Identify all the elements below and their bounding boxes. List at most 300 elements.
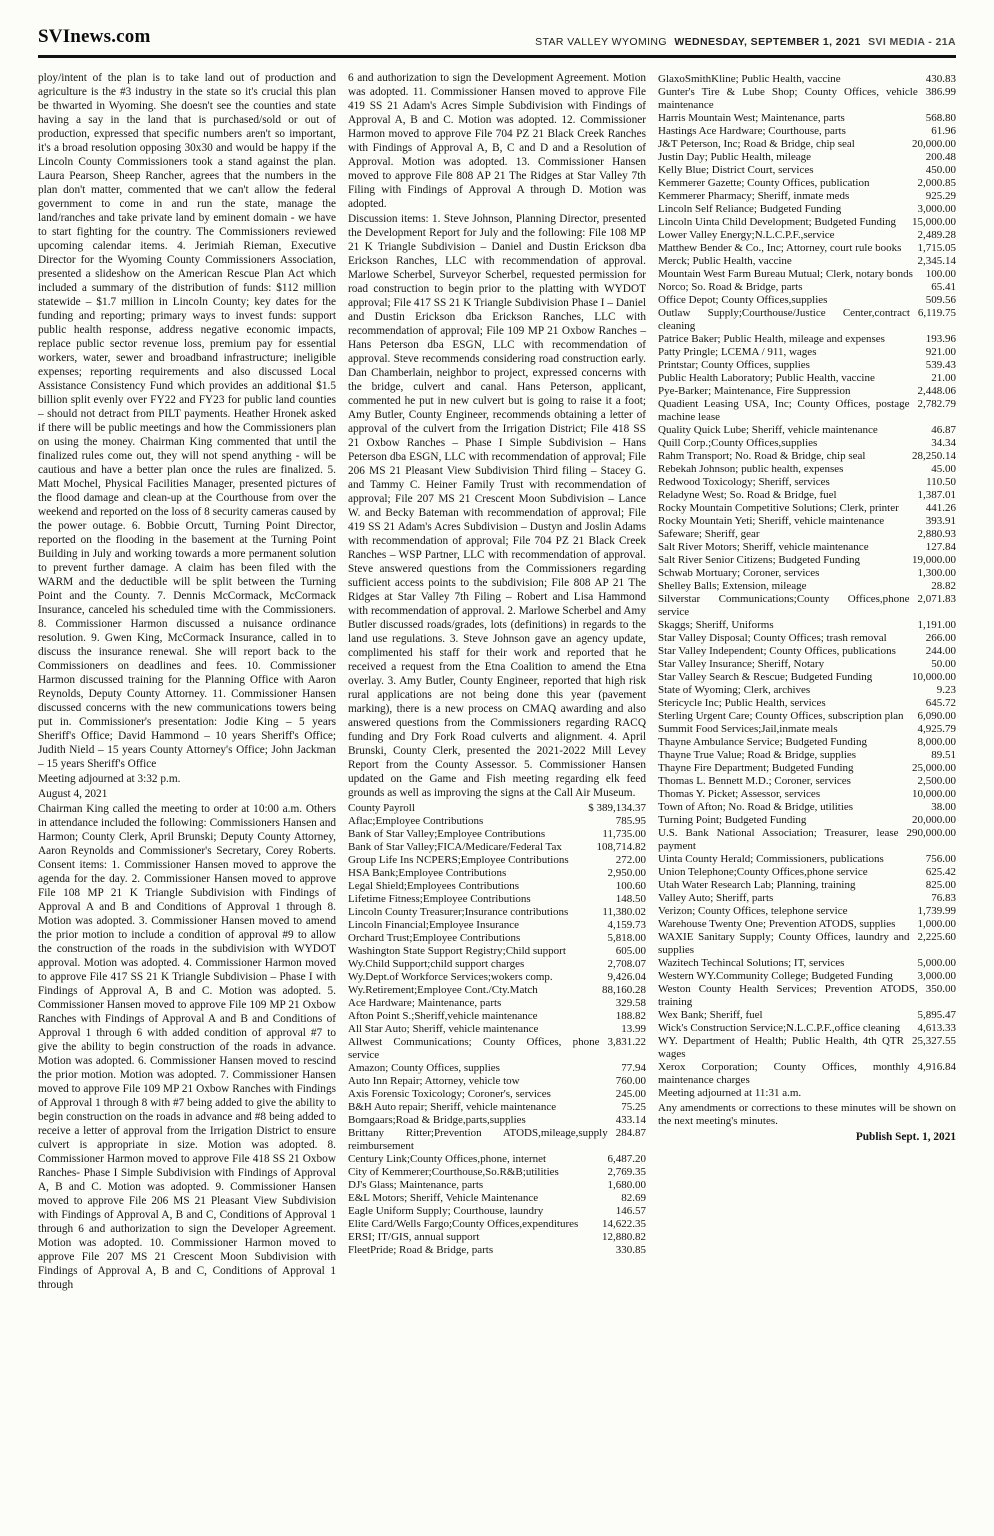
expenditure-row bbox=[658, 619, 956, 632]
expenditure-amount: 244.00 bbox=[925, 645, 956, 657]
expenditure-row bbox=[658, 736, 956, 749]
expenditure-amount: 925.29 bbox=[925, 190, 956, 202]
expenditure-amount: 433.14 bbox=[615, 1114, 646, 1126]
expenditure-amount: 8,000.00 bbox=[917, 736, 956, 748]
expenditure-description: Elite Card/Wells Fargo;County Offices,expenditures bbox=[348, 1218, 579, 1230]
adjourned-line: Meeting adjourned at 11:31 a.m. bbox=[658, 1087, 802, 1099]
expenditure-amount: 65.41 bbox=[931, 281, 956, 293]
expenditure-amount: 13.99 bbox=[621, 1023, 646, 1035]
expenditure-row bbox=[658, 866, 956, 879]
expenditure-description: Thomas Y. Picket; Assessor, services bbox=[658, 788, 821, 800]
expenditure-amount: 34.34 bbox=[931, 437, 956, 449]
expenditure-amount: 20,000.00 bbox=[912, 138, 956, 150]
expenditure-amount: 89.51 bbox=[931, 749, 956, 761]
expenditure-description: Reladyne West; So. Road & Bridge, fuel bbox=[658, 489, 837, 501]
expenditure-description: Thomas L. Bennett M.D.; Coroner, services bbox=[658, 775, 851, 787]
expenditure-description: J&T Peterson, Inc; Road & Bridge, chip seal bbox=[658, 138, 855, 150]
expenditure-description: Star Valley Insurance; Sheriff, Notary bbox=[658, 658, 825, 670]
expenditure-description: Kemmerer Gazette; County Offices, publication bbox=[658, 177, 870, 189]
expenditure-description: Lincoln Uinta Child Development; Budgeted Funding bbox=[658, 216, 896, 228]
expenditure-description: Eagle Uniform Supply; Courthouse, laundry bbox=[348, 1205, 544, 1217]
expenditure-description: Washington State Support Registry;Child support bbox=[348, 945, 566, 957]
expenditure-description: Patrice Baker; Public Health, mileage and expenses bbox=[658, 333, 885, 345]
expenditure-description: Lifetime Fitness;Employee Contributions bbox=[348, 893, 531, 905]
expenditure-row bbox=[348, 854, 646, 867]
expenditure-row bbox=[348, 815, 646, 828]
expenditure-row bbox=[658, 190, 956, 203]
expenditure-amount: 266.00 bbox=[925, 632, 956, 644]
expenditure-row bbox=[658, 541, 956, 554]
expenditure-row bbox=[348, 1127, 646, 1153]
expenditure-row bbox=[658, 437, 956, 450]
expenditure-description: Wex Bank; Sheriff, fuel bbox=[658, 1009, 763, 1021]
expenditure-description: Harris Mountain West; Maintenance, parts bbox=[658, 112, 845, 124]
expenditure-amount: 25,000.00 bbox=[912, 762, 956, 774]
expenditure-row bbox=[658, 502, 956, 515]
expenditure-row bbox=[658, 86, 956, 112]
expenditure-amount: 6,090.00 bbox=[917, 710, 956, 722]
expenditure-description: Bank of Star Valley;Employee Contributions bbox=[348, 828, 546, 840]
expenditure-row bbox=[658, 242, 956, 255]
expenditure-row bbox=[658, 1061, 956, 1087]
expenditure-amount: 1,300.00 bbox=[917, 567, 956, 579]
expenditure-description: Quality Quick Lube; Sheriff, vehicle maintenance bbox=[658, 424, 878, 436]
expenditure-amount: 9,426.04 bbox=[607, 971, 646, 983]
expenditure-description: Office Depot; County Offices,supplies bbox=[658, 294, 828, 306]
expenditure-row bbox=[348, 867, 646, 880]
expenditure-amount: 10,000.00 bbox=[912, 671, 956, 683]
expenditure-amount: 539.43 bbox=[925, 359, 956, 371]
expenditure-description: Pye-Barker; Maintenance, Fire Suppression bbox=[658, 385, 851, 397]
expenditure-description: Mountain West Farm Bureau Mutual; Clerk, notary bonds bbox=[658, 268, 913, 280]
expenditure-description: Ace Hardware; Maintenance, parts bbox=[348, 997, 502, 1009]
expenditure-row bbox=[658, 554, 956, 567]
expenditure-amount: 2,500.00 bbox=[917, 775, 956, 787]
expenditure-amount: 5,895.47 bbox=[917, 1009, 956, 1021]
expenditure-description: Axis Forensic Toxicology; Coroner's, services bbox=[348, 1088, 551, 1100]
expenditure-amount: 1,387.01 bbox=[917, 489, 956, 501]
expenditure-row bbox=[658, 671, 956, 684]
expenditure-row bbox=[348, 1062, 646, 1075]
expenditure-row bbox=[658, 515, 956, 528]
expenditure-description: Auto Inn Repair; Attorney, vehicle tow bbox=[348, 1075, 520, 1087]
expenditure-amount: 2,880.93 bbox=[917, 528, 956, 540]
expenditure-description: Patty Pringle; LCEMA / 911, wages bbox=[658, 346, 817, 358]
expenditure-description: Uinta County Herald; Commissioners, publications bbox=[658, 853, 884, 865]
expenditure-description: Utah Water Research Lab; Planning, training bbox=[658, 879, 856, 891]
expenditure-description: Stericycle Inc; Public Health, services bbox=[658, 697, 826, 709]
expenditure-amount: 625.42 bbox=[925, 866, 956, 878]
expenditure-row bbox=[658, 346, 956, 359]
expenditure-description: Justin Day; Public Health, mileage bbox=[658, 151, 812, 163]
expenditure-description: Schwab Mortuary; Coroner, services bbox=[658, 567, 820, 579]
expenditure-row bbox=[658, 580, 956, 593]
expenditure-description: Brittany Ritter;Prevention ATODS,mileage,supply reimbursement bbox=[348, 1127, 608, 1152]
expenditure-row bbox=[348, 1218, 646, 1231]
expenditure-amount: 4,925.79 bbox=[917, 723, 956, 735]
expenditure-description: Legal Shield;Employees Contributions bbox=[348, 880, 520, 892]
expenditure-row bbox=[658, 801, 956, 814]
expenditure-amount: 2,225.60 bbox=[917, 931, 956, 943]
expenditure-amount: 645.72 bbox=[925, 697, 956, 709]
expenditure-amount: 605.00 bbox=[615, 945, 646, 957]
expenditure-row bbox=[658, 398, 956, 424]
masthead: SVInews.com bbox=[38, 26, 151, 47]
expenditure-row bbox=[658, 983, 956, 1009]
expenditure-description: Wy.Child Support;child support charges bbox=[348, 958, 525, 970]
expenditure-row bbox=[658, 645, 956, 658]
expenditure-amount: 76.83 bbox=[931, 892, 956, 904]
expenditure-row bbox=[658, 359, 956, 372]
expenditure-amount: 14,622.35 bbox=[602, 1218, 646, 1230]
expenditure-description: Kemmerer Pharmacy; Sheriff, inmate meds bbox=[658, 190, 850, 202]
expenditure-amount: 19,000.00 bbox=[912, 554, 956, 566]
expenditure-amount: 825.00 bbox=[925, 879, 956, 891]
expenditure-row bbox=[658, 905, 956, 918]
expenditure-description: Xerox Corporation; County Offices, monthly maintenance charges bbox=[658, 1061, 910, 1086]
expenditure-row bbox=[658, 918, 956, 931]
expenditure-description: HSA Bank;Employee Contributions bbox=[348, 867, 507, 879]
expenditure-amount: 108,714.82 bbox=[596, 841, 646, 853]
expenditure-amount: 2,000.85 bbox=[917, 177, 956, 189]
expenditure-row bbox=[658, 684, 956, 697]
expenditure-row bbox=[658, 489, 956, 502]
expenditure-amount: 11,380.02 bbox=[602, 906, 646, 918]
expenditure-amount: 88,160.28 bbox=[602, 984, 646, 996]
expenditure-description: E&L Motors; Sheriff, Vehicle Maintenance bbox=[348, 1192, 539, 1204]
expenditure-amount: 75.25 bbox=[621, 1101, 646, 1113]
header-dateline bbox=[535, 36, 956, 48]
expenditure-description: Aflac;Employee Contributions bbox=[348, 815, 484, 827]
expenditure-amount: 100.00 bbox=[925, 268, 956, 280]
expenditure-amount: 1,680.00 bbox=[607, 1179, 646, 1191]
expenditure-row bbox=[348, 1192, 646, 1205]
expenditure-amount: 568.80 bbox=[925, 112, 956, 124]
column-2 bbox=[348, 71, 646, 1293]
expenditure-amount: 272.00 bbox=[615, 854, 646, 866]
expenditure-description: ERSI; IT/GIS, annual support bbox=[348, 1231, 480, 1243]
expenditure-amount: 2,950.00 bbox=[607, 867, 646, 879]
expenditure-amount: 350.00 bbox=[925, 983, 956, 995]
header-location: STAR VALLEY WYOMING bbox=[535, 36, 667, 48]
expenditure-amount: 393.91 bbox=[925, 515, 956, 527]
expenditure-amount: 25,327.55 bbox=[912, 1035, 956, 1047]
expenditure-amount: 4,916.84 bbox=[917, 1061, 956, 1073]
expenditure-row bbox=[348, 1166, 646, 1179]
expenditure-amount: 2,448.06 bbox=[917, 385, 956, 397]
expenditure-description: Wy.Retirement;Employee Cont./Cty.Match bbox=[348, 984, 538, 996]
expenditure-description: Quadient Leasing USA, Inc; County Offices, postage machine lease bbox=[658, 398, 910, 423]
expenditure-row bbox=[348, 880, 646, 893]
expenditure-description: Warehouse Twenty One; Prevention ATODS, supplies bbox=[658, 918, 896, 930]
expenditure-description: Safeware; Sheriff, gear bbox=[658, 528, 760, 540]
expenditure-amount: 127.84 bbox=[925, 541, 956, 553]
expenditure-description: WY. Department of Health; Public Health, 4th QTR wages bbox=[658, 1035, 904, 1060]
expenditure-amount: 785.95 bbox=[615, 815, 646, 827]
expenditure-amount: 193.96 bbox=[925, 333, 956, 345]
expenditure-description: Wy.Dept.of Workforce Services;wokers comp. bbox=[348, 971, 553, 983]
expenditure-description: DJ's Glass; Maintenance, parts bbox=[348, 1179, 484, 1191]
expenditure-row bbox=[658, 138, 956, 151]
expenditure-description: Lincoln Financial;Employee Insurance bbox=[348, 919, 520, 931]
expenditure-row bbox=[348, 1244, 646, 1257]
expenditure-row bbox=[658, 970, 956, 983]
expenditure-amount: 77.94 bbox=[621, 1062, 646, 1074]
expenditure-row bbox=[658, 723, 956, 736]
expenditure-row bbox=[658, 450, 956, 463]
expenditure-amount: 148.50 bbox=[615, 893, 646, 905]
expenditure-amount: 760.00 bbox=[615, 1075, 646, 1087]
expenditure-row bbox=[348, 1231, 646, 1244]
meeting-adjourned-line: Meeting adjourned at 3:32 p.m. bbox=[38, 773, 181, 785]
expenditure-row bbox=[348, 997, 646, 1010]
expenditure-description: Outlaw Supply;Courthouse/Justice Center,contract cleaning bbox=[658, 307, 910, 332]
expenditure-amount: 2,345.14 bbox=[917, 255, 956, 267]
expenditure-amount: 28.82 bbox=[931, 580, 956, 592]
amendments-note: Any amendments or corrections to these minutes will be shown on the next meeting's minutes. bbox=[658, 1101, 956, 1127]
expenditure-row bbox=[658, 385, 956, 398]
expenditure-row bbox=[658, 372, 956, 385]
expenditure-amount: 441.26 bbox=[925, 502, 956, 514]
expenditure-description: Public Health Laboratory; Public Health, vaccine bbox=[658, 372, 875, 384]
expenditure-description: Weston County Health Services; Prevention ATODS, training bbox=[658, 983, 918, 1008]
expenditure-amount: 3,000.00 bbox=[917, 970, 956, 982]
expenditure-amount: 110.50 bbox=[926, 476, 956, 488]
expenditure-amount: 20,000.00 bbox=[912, 814, 956, 826]
expenditure-description: Town of Afton; No. Road & Bridge, utilities bbox=[658, 801, 854, 813]
expenditure-row bbox=[348, 828, 646, 841]
expenditure-row bbox=[658, 567, 956, 580]
expenditure-description: County Payroll bbox=[348, 802, 415, 814]
expenditure-amount: 1,000.00 bbox=[917, 918, 956, 930]
expenditure-row bbox=[658, 593, 956, 619]
header-edition: SVI MEDIA - 21A bbox=[868, 36, 956, 48]
expenditure-amount: 6,487.20 bbox=[607, 1153, 646, 1165]
expenditure-description: Wazitech Techincal Solutions; IT, services bbox=[658, 957, 845, 969]
expenditure-description: Lincoln Self Reliance; Budgeted Funding bbox=[658, 203, 842, 215]
expenditure-description: Rocky Mountain Yeti; Sheriff, vehicle maintenance bbox=[658, 515, 885, 527]
expenditure-description: GlaxoSmithKline; Public Health, vaccine bbox=[658, 73, 841, 85]
expenditure-row bbox=[658, 151, 956, 164]
expenditure-row bbox=[658, 892, 956, 905]
expenditure-row bbox=[658, 125, 956, 138]
expenditure-description: Merck; Public Health, vaccine bbox=[658, 255, 792, 267]
expenditure-description: Gunter's Tire & Lube Shop; County Offices, vehicle maintenance bbox=[658, 86, 918, 111]
expenditure-amount: 10,000.00 bbox=[912, 788, 956, 800]
expenditure-description: Lincoln County Treasurer;Insurance contributions bbox=[348, 906, 569, 918]
expenditure-amount: 2,708.07 bbox=[607, 958, 646, 970]
expenditure-amount: 756.00 bbox=[925, 853, 956, 865]
expenditure-amount: 330.85 bbox=[615, 1244, 646, 1256]
expenditure-description: Skaggs; Sheriff, Uniforms bbox=[658, 619, 774, 631]
minutes-paragraph: 6 and authorization to sign the Development Agreement. Motion was adopted. 11. Commissioner Hansen moved to approve File 419 SS 21 Adam's Acres Simple Subdivision with Findings of Approval A, B and C. Motion was adopted. 12. Commissioner Harmon moved to approve File 704 PZ 21 Black Creek Ranches with Findings of Approval A, B, C and D and a Resolution of Approval. Motion was adopted. 13. Commissioner Hansen moved to approve File 808 AP 21 The Ridges at Star Valley 7th Filing with Findings of Approval A through D. Motion was adopted. bbox=[348, 72, 646, 210]
expenditure-row bbox=[658, 268, 956, 281]
expenditure-amount: 2,769.35 bbox=[607, 1166, 646, 1178]
expenditure-row bbox=[658, 1022, 956, 1035]
expenditure-description: Salt River Senior Citizens; Budgeted Funding bbox=[658, 554, 860, 566]
expenditure-description: Union Telephone;County Offices,phone service bbox=[658, 866, 868, 878]
expenditure-amount: 188.82 bbox=[615, 1010, 646, 1022]
expenditure-description: Sterling Urgent Care; County Offices, subscription plan bbox=[658, 710, 904, 722]
expenditure-row bbox=[658, 333, 956, 346]
expenditure-row bbox=[348, 841, 646, 854]
expenditure-amount: 450.00 bbox=[925, 164, 956, 176]
expenditure-amount: 509.56 bbox=[925, 294, 956, 306]
expenditure-row bbox=[348, 802, 646, 815]
expenditure-row bbox=[658, 294, 956, 307]
expenditure-row bbox=[658, 879, 956, 892]
expenditure-row bbox=[658, 957, 956, 970]
expenditure-row bbox=[348, 971, 646, 984]
expenditure-amount: $ 389,134.37 bbox=[588, 802, 646, 814]
expenditure-description: Redwood Toxicology; Sheriff, services bbox=[658, 476, 830, 488]
expenditure-amount: 12,880.82 bbox=[602, 1231, 646, 1243]
expenditure-row bbox=[348, 1036, 646, 1062]
expenditure-amount: 386.99 bbox=[925, 86, 956, 98]
expenditure-row bbox=[348, 906, 646, 919]
expenditure-description: City of Kemmerer;Courthouse,So.R&B;utilities bbox=[348, 1166, 559, 1178]
expenditure-amount: 430.83 bbox=[925, 73, 956, 85]
expenditure-row bbox=[658, 1009, 956, 1022]
publish-line: Publish Sept. 1, 2021 bbox=[855, 1130, 956, 1143]
expenditure-amount: 2,782.79 bbox=[917, 398, 956, 410]
expenditure-row bbox=[658, 775, 956, 788]
expenditure-row bbox=[348, 945, 646, 958]
expenditure-description: Rocky Mountain Competitive Solutions; Clerk, printer bbox=[658, 502, 899, 514]
expenditure-list-col2 bbox=[348, 802, 646, 1257]
expenditure-row bbox=[658, 853, 956, 866]
expenditure-amount: 11,735.00 bbox=[602, 828, 646, 840]
expenditure-description: Valley Auto; Sheriff, parts bbox=[658, 892, 774, 904]
expenditure-row bbox=[348, 984, 646, 997]
expenditure-row bbox=[658, 73, 956, 86]
expenditure-amount: 146.57 bbox=[615, 1205, 646, 1217]
expenditure-amount: 45.00 bbox=[931, 463, 956, 475]
expenditure-description: Rahm Transport; No. Road & Bridge, chip seal bbox=[658, 450, 866, 462]
expenditure-amount: 9.23 bbox=[936, 684, 956, 696]
expenditure-amount: 245.00 bbox=[615, 1088, 646, 1100]
expenditure-description: Thayne Ambulance Service; Budgeted Funding bbox=[658, 736, 867, 748]
expenditure-description: Hastings Ace Hardware; Courthouse, parts bbox=[658, 125, 846, 137]
expenditure-description: All Star Auto; Sheriff, vehicle maintenance bbox=[348, 1023, 539, 1035]
expenditure-description: Group Life Ins NCPERS;Employee Contributions bbox=[348, 854, 569, 866]
expenditure-row bbox=[658, 216, 956, 229]
header-date: WEDNESDAY, SEPTEMBER 1, 2021 bbox=[674, 36, 861, 48]
expenditure-amount: 28,250.14 bbox=[912, 450, 956, 462]
expenditure-description: Salt River Motors; Sheriff, vehicle maintenance bbox=[658, 541, 869, 553]
expenditure-amount: 3,831.22 bbox=[607, 1036, 646, 1048]
expenditure-description: Western WY.Community College; Budgeted Funding bbox=[658, 970, 893, 982]
expenditure-row bbox=[658, 528, 956, 541]
expenditure-description: Star Valley Disposal; County Offices; trash removal bbox=[658, 632, 887, 644]
expenditure-row bbox=[348, 1205, 646, 1218]
expenditure-description: Afton Point S.;Sheriff,vehicle maintenance bbox=[348, 1010, 538, 1022]
expenditure-row bbox=[658, 229, 956, 242]
expenditure-amount: 921.00 bbox=[925, 346, 956, 358]
expenditure-amount: 50.00 bbox=[931, 658, 956, 670]
expenditure-row bbox=[658, 814, 956, 827]
expenditure-row bbox=[348, 1075, 646, 1088]
expenditure-row bbox=[658, 307, 956, 333]
expenditure-row bbox=[658, 632, 956, 645]
expenditure-amount: 2,071.83 bbox=[917, 593, 956, 605]
expenditure-description: Star Valley Search & Rescue; Budgeted Funding bbox=[658, 671, 873, 683]
expenditure-row bbox=[658, 658, 956, 671]
expenditure-description: Turning Point; Budgeted Funding bbox=[658, 814, 807, 826]
expenditure-amount: 5,000.00 bbox=[917, 957, 956, 969]
column-3 bbox=[658, 71, 956, 1293]
expenditure-description: FleetPride; Road & Bridge, parts bbox=[348, 1244, 494, 1256]
expenditure-row bbox=[348, 919, 646, 932]
article-columns bbox=[38, 71, 956, 1293]
expenditure-row bbox=[658, 281, 956, 294]
expenditure-row bbox=[348, 1101, 646, 1114]
meeting-date-line: August 4, 2021 bbox=[38, 788, 108, 800]
expenditure-amount: 61.96 bbox=[931, 125, 956, 137]
expenditure-row bbox=[658, 1035, 956, 1061]
expenditure-amount: 15,000.00 bbox=[912, 216, 956, 228]
expenditure-amount: 4,613.33 bbox=[917, 1022, 956, 1034]
expenditure-amount: 2,489.28 bbox=[917, 229, 956, 241]
expenditure-description: U.S. Bank National Association; Treasurer, lease payment bbox=[658, 827, 899, 852]
column-1 bbox=[38, 71, 336, 1293]
expenditure-description: Century Link;County Offices,phone, internet bbox=[348, 1153, 547, 1165]
expenditure-description: Wick's Construction Service;N.L.C.P.F.,office cleaning bbox=[658, 1022, 901, 1034]
expenditure-description: Verizon; County Offices, telephone service bbox=[658, 905, 848, 917]
expenditure-amount: 329.58 bbox=[615, 997, 646, 1009]
expenditure-description: Lower Valley Energy;N.L.C.P.F.,service bbox=[658, 229, 835, 241]
expenditure-row bbox=[658, 164, 956, 177]
expenditure-amount: 100.60 bbox=[615, 880, 646, 892]
expenditure-amount: 1,715.05 bbox=[917, 242, 956, 254]
expenditure-description: Star Valley Independent; County Offices, publications bbox=[658, 645, 896, 657]
expenditure-description: Rebekah Johnson; public health, expenses bbox=[658, 463, 844, 475]
expenditure-row bbox=[348, 1153, 646, 1166]
expenditure-description: Orchard Trust;Employee Contributions bbox=[348, 932, 521, 944]
minutes-paragraph: Discussion items: 1. Steve Johnson, Planning Director, presented the Development Report for July and the following: File 108 MP 21 K Triangle Subdivision – Daniel and Dustin Erickson dba Erickson Ranches, LLC with recommendation of approval. Marlowe Scherbel, Surveyor Scherbel, requested permission for road construction to begin prior to the platting with WYDOT approval; File 417 SS 21 K Triangle Subdivision Phase I – Daniel and Dustin Erickson dba Erickson Ranches, LLC with recommendation of approval; File 109 MP 21 Oxbow Ranches – Hans Peterson dba ESGN, LLC with recommendation of approval. Steve recommends considering road construction early. Dan Chamberlain, neighbor to project, expressed concerns with the bridge, culvert and canal. Hans Peterson, applicant, commented he put in new culvert but is going to raise it a foot; Amy Butler, County Engineer, recommends obtaining a letter of approval of the culvert from the Irrigation District; File 418 SS 21 Oxbow Ranches – Phase I Simple Subdivision – Hans Peterson dba ESGN, LLC with recommendation of approval; File 206 MS 21 Pleasant View Subdivision Third filing – Stacey G. and Tammy C. Heiner Family Trust with recommendation of approval; File 207 MS 21 Crescent Moon Subdivision – Lance W. and Becky Bateman with recommendation of approval; File 419 SS 21 Adam's Acres Subdivision – Dustyn and Joslin Adams with recommendation of approval; File 704 PZ 21 Black Creek Ranches – WSP Partner, LLC with recommendation of approval. Steve answered questions from the Commissioners regarding sufficient access points to the subdivision; File 808 AP 21 The Ridges at Star Valley 7th Filing – Robert and Lisa Hammond with recommendation of approval. 2. Marlowe Scherbel and Amy Butler discussed roads/grades, lots (definitions) in regards to the land use regulations. 3. Steve Johnson gave an agency update, complimented his staff for their work and reported that he received a request from the Etna Coalition to amend the Etna overlay. 3. Amy Butler, County Engineer, reported that high risk rural applications are not being done this year (pavement marking), there is a new process on CMAQ awarding and also answered questions from the Commissioners regarding RACQ funding and Dry Fork Road culverts and alignment. 4. April Brunski, County Clerk, presented the 2021-2022 Mill Levey Report from the County Assessor. 5. Commissioner Hansen updated on the Game and Fish meeting regarding elk feed grounds as well as improving the signs at the Call Air Museum. bbox=[348, 213, 646, 799]
expenditure-row bbox=[658, 762, 956, 775]
expenditure-list-col3 bbox=[658, 73, 956, 1087]
expenditure-row bbox=[348, 893, 646, 906]
expenditure-amount: 38.00 bbox=[931, 801, 956, 813]
expenditure-amount: 82.69 bbox=[621, 1192, 646, 1204]
expenditure-row bbox=[658, 749, 956, 762]
expenditure-row bbox=[658, 424, 956, 437]
expenditure-row bbox=[658, 463, 956, 476]
expenditure-row bbox=[348, 1088, 646, 1101]
expenditure-description: Silverstar Communications;County Offices,phone service bbox=[658, 593, 910, 618]
expenditure-row bbox=[348, 932, 646, 945]
expenditure-amount: 5,818.00 bbox=[607, 932, 646, 944]
expenditure-description: Bank of Star Valley;FICA/Medicare/Federal Tax bbox=[348, 841, 562, 853]
expenditure-description: WAXIE Sanitary Supply; County Offices, laundry and supplies bbox=[658, 931, 910, 956]
expenditure-row bbox=[658, 476, 956, 489]
expenditure-row bbox=[658, 112, 956, 125]
expenditure-description: Summit Food Services;Jail,inmate meals bbox=[658, 723, 838, 735]
expenditure-description: Allwest Communications; County Offices, phone service bbox=[348, 1036, 600, 1061]
expenditure-row bbox=[658, 710, 956, 723]
expenditure-row bbox=[348, 1179, 646, 1192]
expenditure-description: Shelley Balls; Extension, mileage bbox=[658, 580, 807, 592]
expenditure-amount: 284.87 bbox=[615, 1127, 646, 1139]
expenditure-description: Printstar; County Offices, supplies bbox=[658, 359, 810, 371]
expenditure-row bbox=[348, 1023, 646, 1036]
expenditure-amount: 200.48 bbox=[925, 151, 956, 163]
expenditure-amount: 1,191.00 bbox=[917, 619, 956, 631]
expenditure-description: State of Wyoming; Clerk, archives bbox=[658, 684, 811, 696]
expenditure-amount: 6,119.75 bbox=[917, 307, 956, 319]
expenditure-row bbox=[348, 958, 646, 971]
